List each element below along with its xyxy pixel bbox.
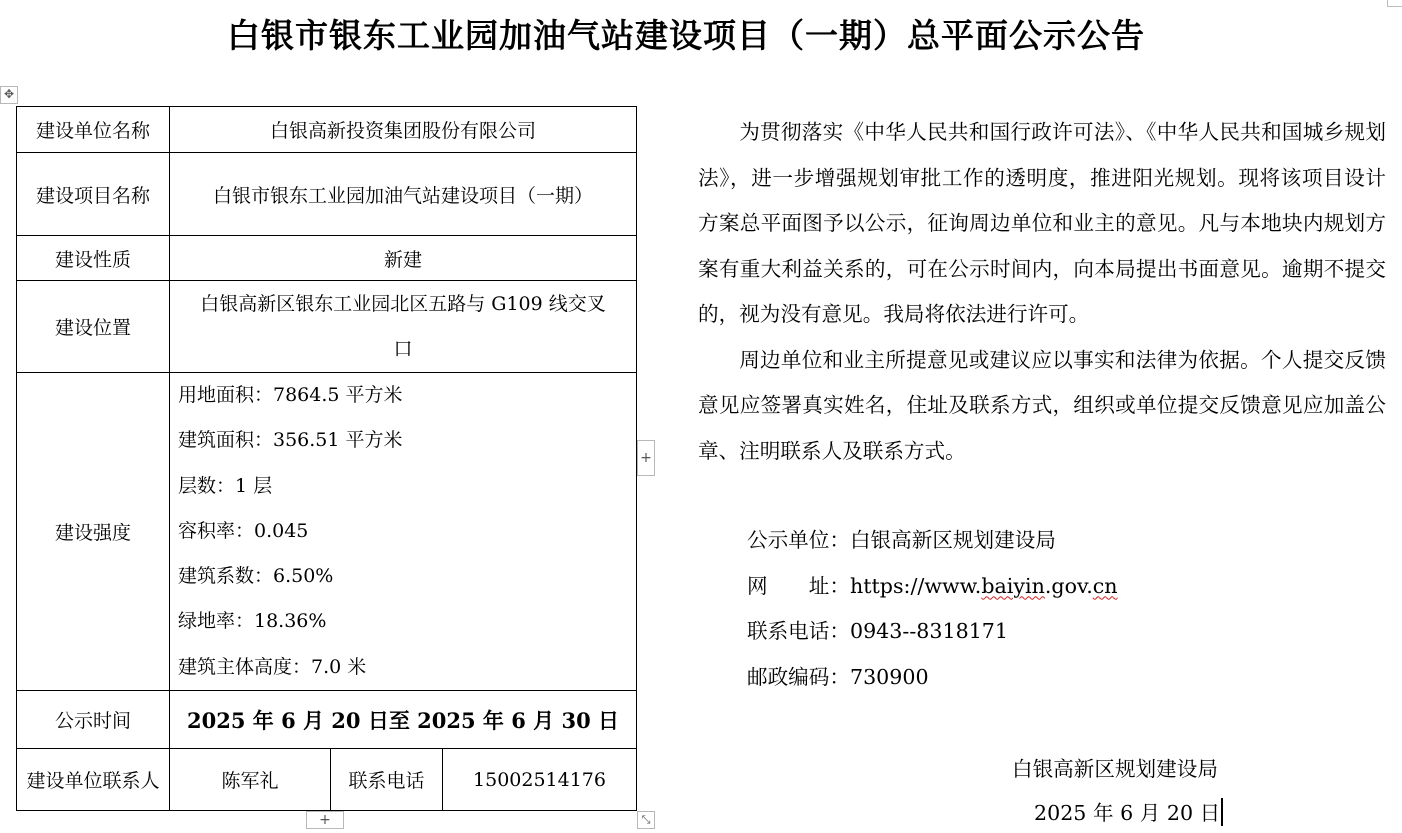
contact-url-line: [747, 564, 1118, 610]
table-row: [17, 107, 637, 153]
row-value-project: 白银市银东工业园加油气站建设项目（一期）: [170, 153, 637, 236]
zip-value: 730900: [849, 664, 929, 689]
unit-value: 白银高新区规划建设局: [849, 528, 1056, 552]
url-domain: baiyin: [981, 573, 1045, 598]
contact-name: 陈军礼: [170, 749, 331, 811]
signature-date-line: [1034, 793, 1223, 833]
contact-phone: 15002514176: [443, 749, 637, 811]
intensity-green-ratio: 绿地率：18.36%: [178, 610, 327, 633]
signature-org: 白银高新区规划建设局: [1012, 757, 1218, 781]
row-value-publicity: 2025 年 6 月 20 日至 2025 年 6 月 30 日: [170, 691, 637, 749]
table-row: [17, 749, 637, 811]
text-cursor: [1221, 798, 1223, 826]
contact-zip-line: [747, 655, 1118, 701]
add-column-button[interactable]: +: [637, 440, 655, 476]
table-move-handle-icon[interactable]: ✥: [0, 86, 18, 104]
add-row-button[interactable]: +: [306, 811, 344, 829]
intensity-floors: 层数：1 层: [178, 474, 273, 497]
row-value-builder: 白银高新投资集团股份有限公司: [170, 107, 637, 153]
notice-body: [698, 110, 1386, 474]
notice-paragraph-1: 为贯彻落实《中华人民共和国行政许可法》、《中华人民共和国城乡规划法》，进一步增强规划审批工作的透明度，推进阳光规划。现将该项目设计方案总平面图予以公示，征询周边单位和业主的意见。凡与本地块内规划方案有重大利益关系的，可在公示时间内，向本局提出书面意见。逾期不提交的，视为没有意见。我局将依法进行许可。: [698, 120, 1386, 326]
url-tld: cn: [1092, 573, 1118, 598]
intensity-floor-area: 建筑面积：356.51 平方米: [178, 429, 403, 452]
tel-value: 0943--8318171: [849, 619, 1009, 643]
table-row: [17, 281, 637, 373]
row-value-nature: 新建: [170, 236, 637, 281]
tel-label: 联系电话：: [747, 619, 850, 643]
contact-info: [747, 518, 1118, 700]
table-row: [17, 373, 637, 691]
url-mid: .gov.: [1044, 573, 1093, 598]
page-corner-mark: [1387, 0, 1402, 7]
contact-phone-label: 联系电话: [331, 749, 443, 811]
row-label-intensity: 建设强度: [17, 373, 170, 691]
intensity-land-area: 用地面积：7864.5 平方米: [178, 384, 403, 406]
table-row: [17, 691, 637, 749]
location-line-1: 白银高新区银东工业园北区五路与 G109 线交叉: [200, 292, 606, 315]
url-label: 网 址：: [747, 573, 850, 598]
table-row: [17, 236, 637, 281]
intensity-far: 容积率：0.045: [178, 519, 309, 542]
contact-unit-line: [747, 518, 1118, 564]
row-label-location: 建设位置: [17, 281, 170, 373]
location-line-2: 口: [393, 337, 413, 360]
unit-label: 公示单位：: [747, 528, 850, 552]
table-resize-handle-icon[interactable]: ⤡: [637, 811, 655, 829]
row-label-project: 建设项目名称: [17, 153, 170, 236]
intensity-coverage: 建筑系数：6.50%: [178, 565, 334, 588]
project-info-table: [16, 106, 637, 811]
row-label-nature: 建设性质: [17, 236, 170, 281]
page-title: 白银市银东工业园加油气站建设项目（一期）总平面公示公告: [227, 16, 1145, 55]
table-row: [17, 153, 637, 236]
row-value-location: [170, 281, 637, 373]
signature-date: 2025 年 6 月 20 日: [1034, 801, 1221, 825]
row-label-publicity: 公示时间: [17, 691, 170, 749]
contact-tel-line: [747, 609, 1118, 655]
intensity-list: [170, 373, 637, 691]
url-prefix: https://www.: [849, 573, 982, 598]
notice-paragraph-2: 周边单位和业主所提意见或建议应以事实和法律为依据。个人提交反馈意见应签署真实姓名，住址及联系方式，组织或单位提交反馈意见应加盖公章、注明联系人及联系方式。: [698, 347, 1386, 463]
row-label-contact: 建设单位联系人: [17, 749, 170, 811]
row-label-builder: 建设单位名称: [17, 107, 170, 153]
zip-label: 邮政编码：: [747, 664, 850, 689]
intensity-height: 建筑主体高度：7.0 米: [178, 655, 367, 678]
